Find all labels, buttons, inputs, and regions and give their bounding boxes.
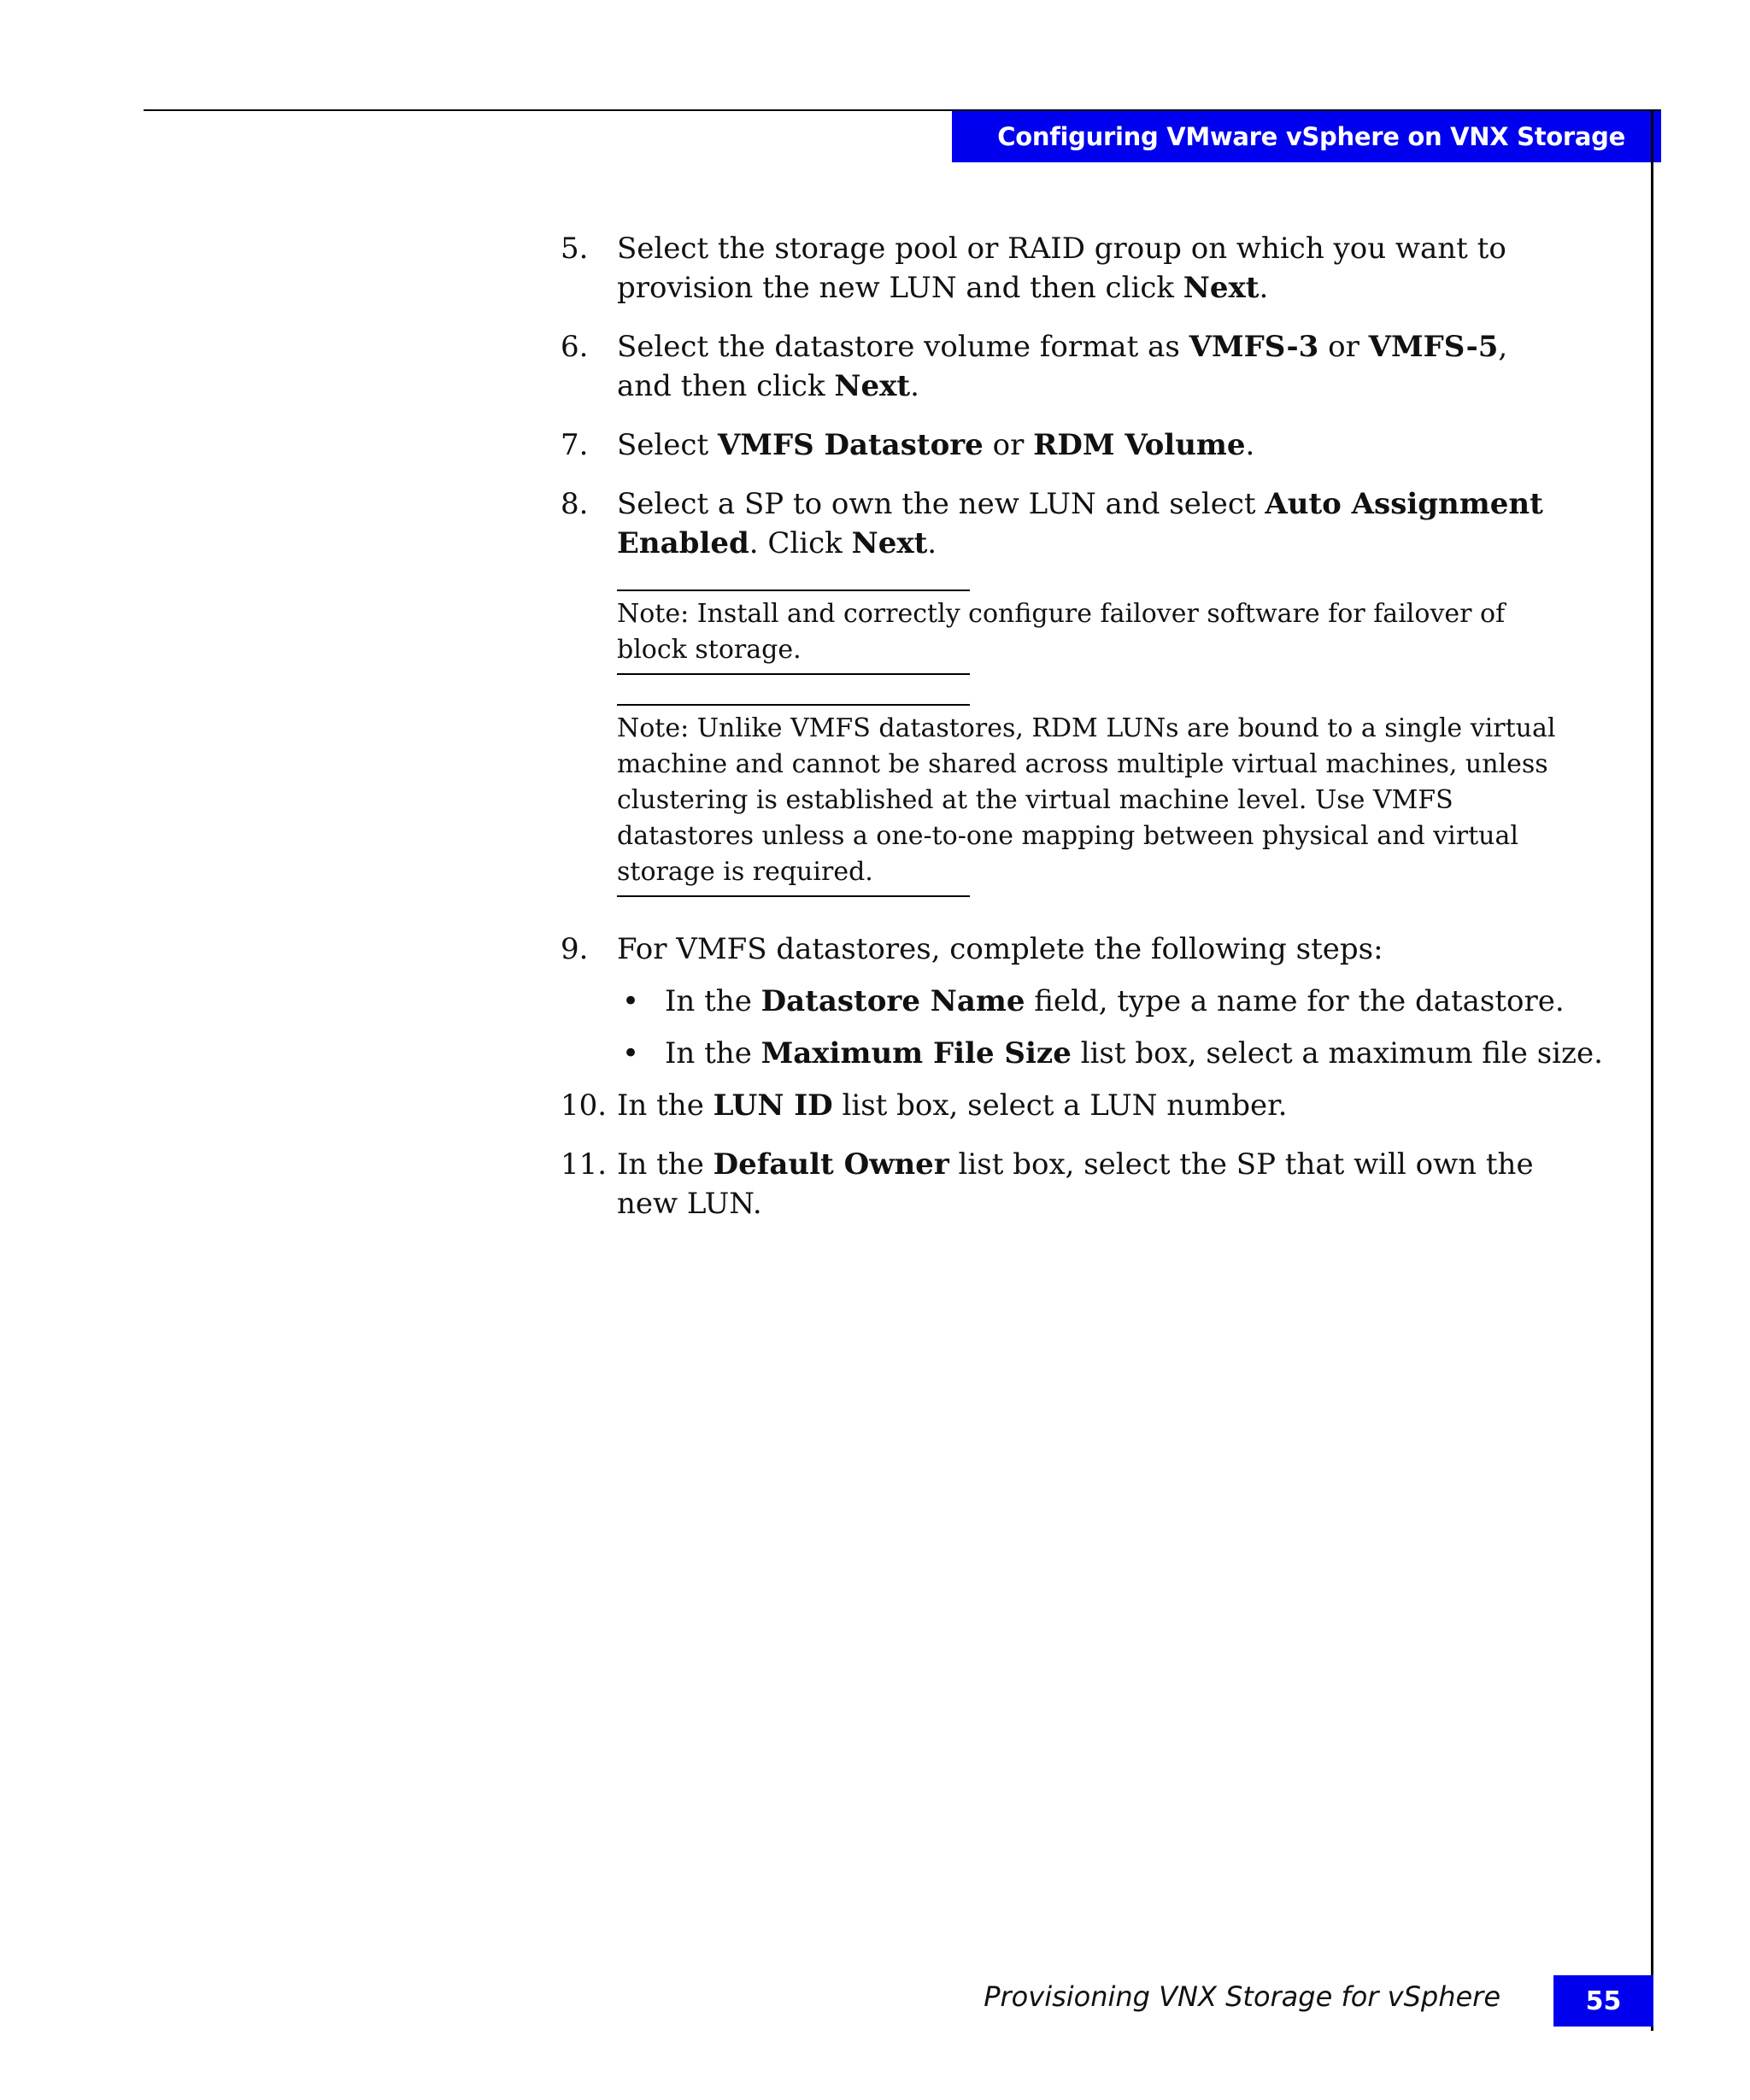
bullet-dot-icon: • [622,1036,640,1071]
step-text: For VMFS datastores, complete the following steps: [617,932,1383,966]
step-text: Select the datastore volume format as [617,330,1189,364]
step-item [561,327,1560,406]
step-number: 8. [561,487,589,521]
step-number: 11. [561,1147,608,1182]
step-text: , and then click [617,330,1508,403]
note-failover [617,583,1560,682]
ui-term: RDM Volume [1033,428,1246,462]
ui-term: Auto Assignment Enabled [617,487,1543,560]
step-text: Select [617,428,718,462]
note-text: Note: Unlike VMFS datastores, RDM LUNs are bound to a single virtual machine and cannot be shared across multiple virtual machines, unless clustering is established at the virtual machine level. Use VMFS datastores unless a one-to-one mapping between physical and virtual storage is required. [617,713,1556,887]
step-text: or [983,428,1034,462]
note-bottom-rule [617,673,970,675]
step-text: . [910,369,919,403]
page-content [561,229,1603,1243]
step-text: . [1259,271,1269,305]
page-number: 55 [1585,1986,1622,2016]
step-number: 10. [561,1088,608,1123]
footer-book-title: Provisioning VNX Storage for vSphere [984,1980,1500,2013]
right-margin-rule [1651,111,1653,2031]
step-item [561,229,1560,308]
page-number-box [1553,1975,1653,2027]
step-text: . [1245,428,1255,462]
step-item [561,425,1560,465]
note-rdm [617,697,1560,904]
step-list-b [561,1086,1560,1223]
step-item [561,930,1560,969]
chapter-title: Configuring VMware vSphere on VNX Storage [997,122,1625,151]
step-text: In the [665,1036,761,1071]
step-text: In the [617,1147,714,1182]
step-number: 5. [561,232,589,266]
step-text: or [1318,330,1369,364]
ui-term: VMFS-5 [1368,330,1499,364]
bullet-item [617,982,1565,1021]
ui-term: Datastore Name [760,984,1025,1018]
step-text: In the [665,984,761,1018]
step-number: 7. [561,428,589,462]
bullet-list [617,982,1603,1073]
ui-term: VMFS Datastore [717,428,984,462]
ui-term: Next [851,526,928,560]
header-band [952,111,1661,162]
ui-term: Default Owner [713,1147,949,1182]
step-text: list box, select the SP that will own the new LUN. [617,1147,1534,1221]
ui-term: Next [834,369,911,403]
step-item [561,1145,1560,1223]
step-text: Select a SP to own the new LUN and select [617,487,1266,521]
ui-term: LUN ID [713,1088,833,1123]
note-bottom-rule [617,895,970,897]
ui-term: Maximum File Size [760,1036,1072,1071]
ui-term: VMFS-3 [1189,330,1319,364]
step-list-9 [561,930,1560,969]
step-item [561,484,1560,563]
step-number: 6. [561,330,589,364]
step-list-a [561,229,1560,563]
step-text: field, type a name for the datastore. [1025,984,1565,1018]
bullet-item [617,1034,1603,1073]
step-text: list box, select a LUN number. [832,1088,1288,1123]
note-text: Note: Install and correctly configure failover software for failover of block storage. [617,599,1506,665]
ui-term: Next [1183,271,1260,305]
step-text: list box, select a maximum file size. [1071,1036,1603,1071]
step-item [561,1086,1560,1125]
step-text: . Click [749,526,852,560]
step-text: . [927,526,937,560]
step-text: In the [617,1088,714,1123]
bullet-dot-icon: • [622,984,640,1018]
step-text: Select the storage pool or RAID group on which you want to provision the new LUN and then click [617,232,1506,305]
step-number: 9. [561,932,589,966]
